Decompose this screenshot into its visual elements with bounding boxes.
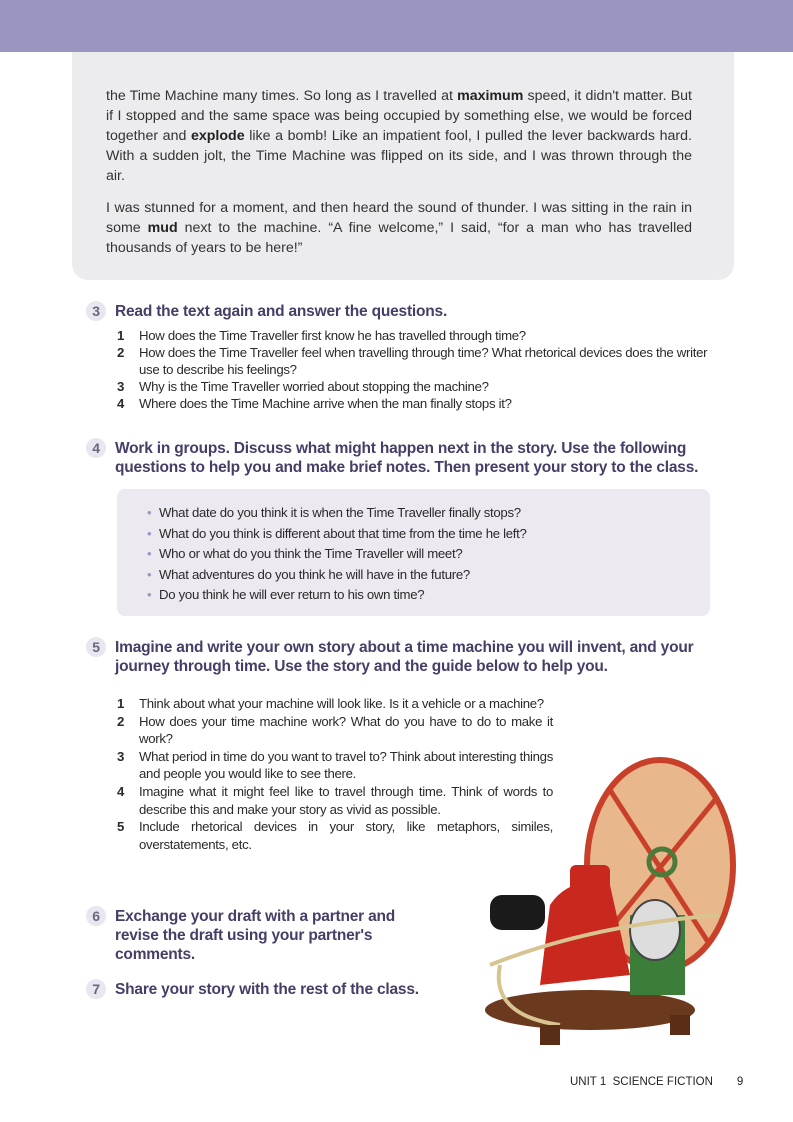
reading-passage bbox=[72, 52, 734, 280]
exercise-3 bbox=[86, 302, 726, 412]
item-text: What period in time do you want to travel to? Think about interesting things and people you would like to see there. bbox=[139, 748, 553, 782]
list-item bbox=[117, 327, 726, 344]
item-number: 2 bbox=[117, 713, 125, 729]
item-number: 5 bbox=[117, 819, 125, 835]
passage-paragraph-1 bbox=[106, 86, 692, 186]
bullet-text: What adventures do you think he will have in the future? bbox=[159, 566, 470, 582]
exercise-number: 6 bbox=[86, 906, 106, 926]
item-number: 4 bbox=[117, 396, 125, 411]
bullet-icon: • bbox=[147, 546, 152, 561]
question-list bbox=[117, 327, 726, 412]
exercise-number: 3 bbox=[86, 301, 106, 321]
exercise-title: Read the text again and answer the questions. bbox=[115, 303, 448, 320]
bold-word: explode bbox=[190, 128, 245, 144]
item-number: 3 bbox=[117, 748, 125, 764]
exercise-title: Exchange your draft with a partner and revise the draft using your partner's comments. bbox=[115, 908, 396, 963]
item-text: Imagine what it might feel like to travel through time. Think of words to describe this and make your story as vivid as possible. bbox=[139, 783, 553, 817]
text: next to the machine. “A fine welcome,” I said, “for a man who has travelled thousands of years to be here!” bbox=[106, 220, 692, 256]
exercise-number: 4 bbox=[86, 438, 106, 458]
bullet-item bbox=[147, 503, 710, 524]
passage-paragraph-2 bbox=[106, 198, 692, 258]
bullet-item bbox=[147, 565, 710, 586]
item-number: 4 bbox=[117, 783, 125, 799]
header-band bbox=[0, 0, 793, 52]
exercise-number: 7 bbox=[86, 979, 106, 999]
list-item bbox=[117, 378, 726, 395]
item-number: 3 bbox=[117, 379, 125, 394]
item-number: 2 bbox=[117, 345, 125, 360]
exercise-6 bbox=[86, 907, 416, 964]
page-number: 9 bbox=[736, 1076, 744, 1088]
list-item bbox=[117, 713, 553, 748]
list-item bbox=[117, 395, 726, 412]
bullet-item bbox=[147, 524, 710, 545]
item-number: 1 bbox=[117, 696, 125, 711]
unit-label: UNIT 1 SCIENCE FICTION bbox=[570, 1076, 713, 1088]
time-machine-illustration bbox=[480, 755, 740, 1055]
item-text: Include rhetorical devices in your story, like metaphors, similes, overstatements, etc. bbox=[139, 819, 553, 852]
bullet-icon: • bbox=[147, 587, 152, 602]
bullet-icon: • bbox=[147, 566, 152, 582]
exercise-7 bbox=[86, 980, 466, 999]
bullet-item bbox=[147, 544, 710, 565]
bullet-text: Do you think he will ever return to his own time? bbox=[159, 587, 425, 602]
exercise-title: Share your story with the rest of the class. bbox=[115, 981, 419, 998]
exercise-title: Imagine and write your own story about a time machine you will invent, and your journey through time. Use the story and the guide below to help you. bbox=[115, 639, 694, 675]
text: speed, it didn't matter. But if I stopped and the same space was being occupied by something else, we would be forced together and bbox=[106, 88, 692, 144]
bold-word: maximum bbox=[457, 88, 524, 104]
bullet-icon: • bbox=[147, 505, 152, 520]
text: the Time Machine many times. So long as I travelled at bbox=[106, 88, 458, 104]
item-text: Think about what your machine will look like. Is it a vehicle or a machine? bbox=[139, 696, 544, 711]
bullet-item bbox=[147, 585, 710, 606]
item-text: How does the Time Traveller first know he has travelled through time? bbox=[139, 328, 526, 343]
exercise-4 bbox=[86, 439, 716, 477]
item-text: Why is the Time Traveller worried about stopping the machine? bbox=[139, 379, 489, 394]
text: I was stunned for a moment, and then heard the sound of thunder. I was sitting in the rain in some bbox=[106, 200, 692, 236]
bold-word: mud bbox=[147, 220, 178, 236]
bullet-text: What do you think is different about that time from the time he left? bbox=[159, 525, 527, 541]
exercise-number: 5 bbox=[86, 637, 106, 657]
item-text: Where does the Time Machine arrive when the man finally stops it? bbox=[139, 396, 512, 411]
bullet-text: Who or what do you think the Time Traveller will meet? bbox=[159, 546, 463, 561]
list-item bbox=[117, 695, 553, 713]
text: like a bomb! Like an impatient fool, I pulled the lever backwards hard. With a sudden jolt, the Time Machine was flipped on its side, and I was thrown through the air. bbox=[106, 128, 692, 184]
exercise-title: Work in groups. Discuss what might happen next in the story. Use the following questions to help you and make brief notes. Then present your story to the class. bbox=[115, 440, 699, 476]
page-footer bbox=[570, 1076, 743, 1088]
item-text: How does the Time Traveller feel when travelling through time? What rhetorical devices does the writer use to describe his feelings? bbox=[139, 345, 708, 377]
bullet-icon: • bbox=[147, 525, 152, 541]
list-item bbox=[117, 344, 726, 378]
bullet-text: What date do you think it is when the Time Traveller finally stops? bbox=[159, 505, 521, 520]
item-text: How does your time machine work? What do you have to do to make it work? bbox=[139, 713, 553, 747]
item-number: 1 bbox=[117, 328, 125, 343]
discussion-questions-box bbox=[117, 489, 710, 616]
